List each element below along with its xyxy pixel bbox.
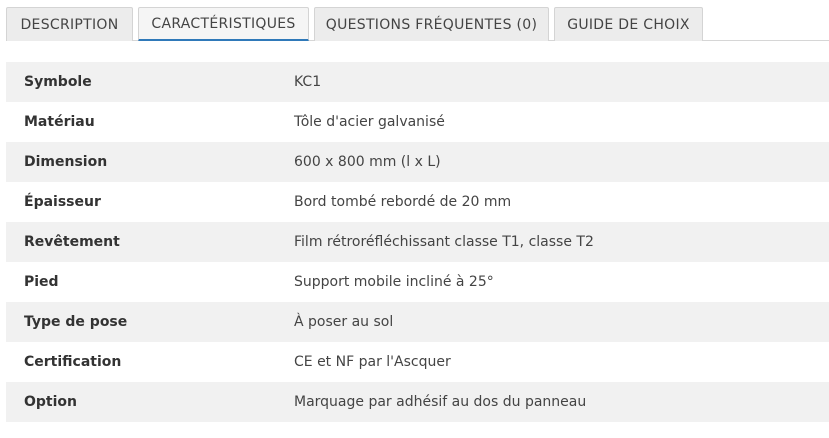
spec-label: Symbole [24, 74, 92, 90]
spec-label: Type de pose [24, 314, 128, 330]
spec-value: Film rétroréfléchissant classe T1, classe T2 [294, 234, 594, 250]
spec-row-certification [6, 342, 829, 382]
tab-questions-frequentes[interactable]: QUESTIONS FRÉQUENTES (0) [314, 7, 549, 41]
spec-label: Matériau [24, 114, 95, 130]
specifications-table [6, 62, 829, 422]
spec-row-pied [6, 262, 829, 302]
spec-row-revetement [6, 222, 829, 262]
spec-row-materiau [6, 102, 829, 142]
spec-label: Revêtement [24, 234, 120, 250]
tab-caracteristiques[interactable]: CARACTÉRISTIQUES [138, 7, 309, 41]
spec-value: Bord tombé rebordé de 20 mm [294, 194, 512, 210]
spec-row-option [6, 382, 829, 422]
spec-row-type-de-pose [6, 302, 829, 342]
spec-label: Option [24, 394, 77, 410]
spec-label: Pied [24, 274, 59, 290]
spec-label: Dimension [24, 154, 108, 170]
spec-value: KC1 [294, 74, 322, 90]
tab-bar [6, 7, 829, 41]
spec-value: Support mobile incliné à 25° [294, 274, 494, 290]
spec-label: Épaisseur [24, 194, 101, 210]
spec-value: 600 x 800 mm (l x L) [294, 154, 441, 170]
tab-guide-de-choix[interactable]: GUIDE DE CHOIX [554, 7, 703, 41]
spec-value: CE et NF par l'Ascquer [294, 354, 451, 370]
spec-row-epaisseur [6, 182, 829, 222]
spec-value: Tôle d'acier galvanisé [294, 114, 445, 130]
spec-row-dimension [6, 142, 829, 182]
spec-row-symbole [6, 62, 829, 102]
spec-value: À poser au sol [294, 314, 394, 330]
tab-description[interactable]: DESCRIPTION [6, 7, 133, 41]
spec-label: Certification [24, 354, 122, 370]
spec-value: Marquage par adhésif au dos du panneau [294, 394, 587, 410]
